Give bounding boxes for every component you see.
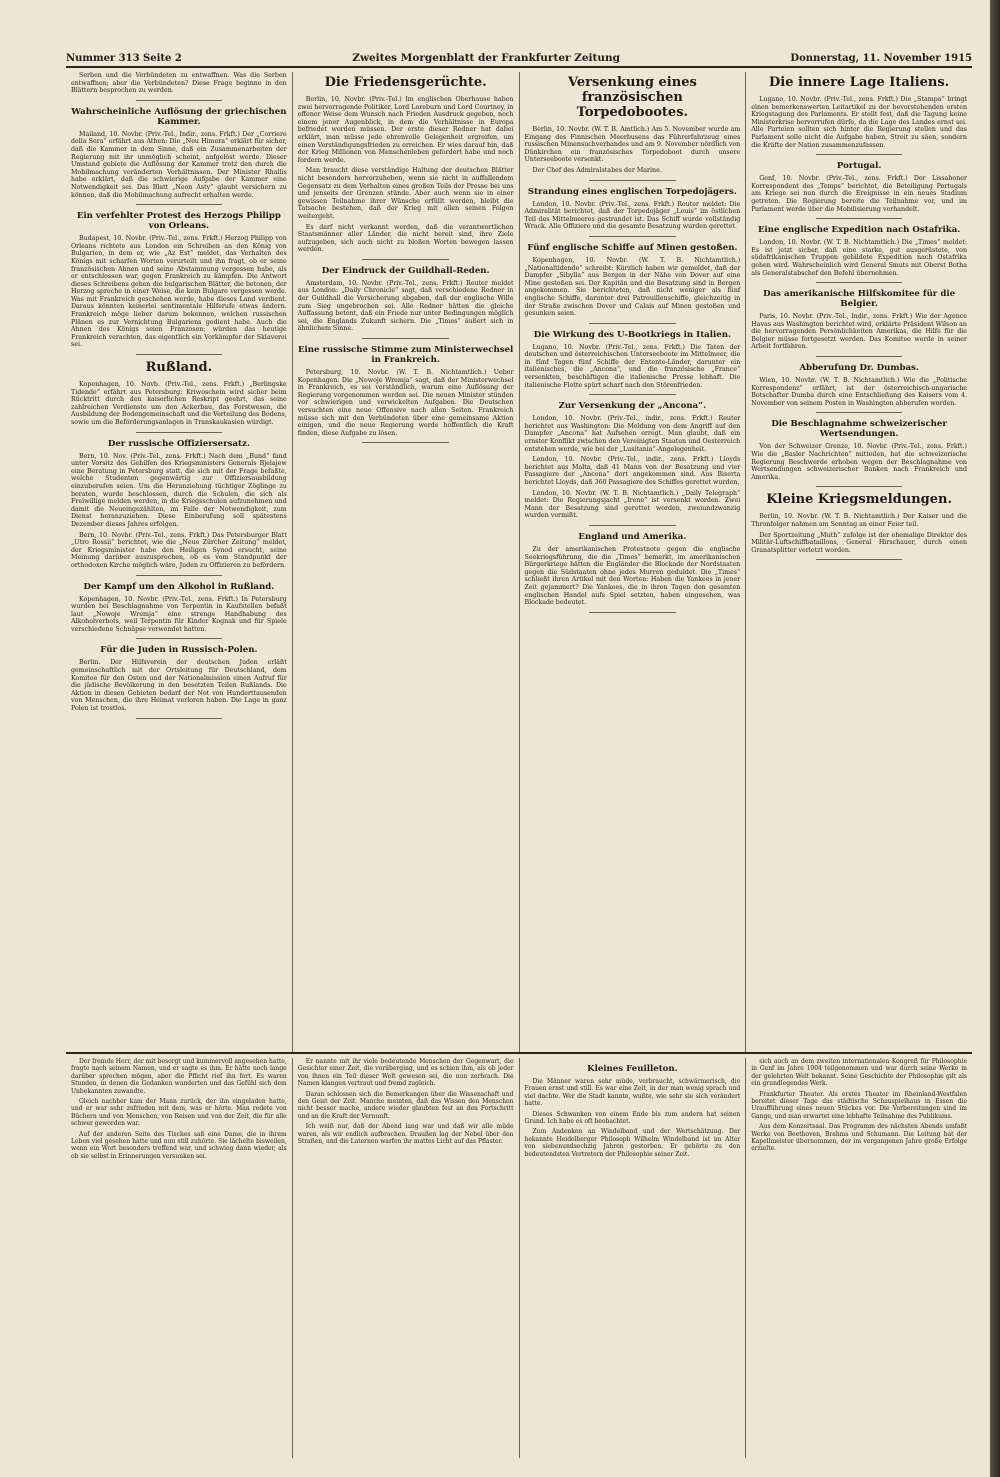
article-headline: Die innere Lage Italiens. [769,75,950,90]
article-headline: Eine russische Stimme zum Ministerwechsel in Frankreich. [297,345,514,366]
news-column [520,72,747,1052]
article-paragraph: Wien, 10. Novbr. (W. T. B. Nichtamtlich.) Wie die „Politische Korrespondenz“ erfährt, ist der österreichisch-ungarische Botschafter Dumba durch eine Entschließung des Kaisers vom 4. November von seinem Posten in Washington abberufen worden. [751,377,967,407]
article-paragraph: Lugano, 10. Novbr. (Priv.-Tel., zens. Frkft.) Die Taten der deutschen und österreichischen Unterseeboote im Mittelmeer, die in fünf Tagen fünf Schiffe der Entente-Länder, darunter ein italienisches, die „Ancona“, und die französische „France“ versenkten, beschäftigen die italienische Presse lebhaft. Die italienische Flotte spürt scharf nach den Störenfrieden. [524,343,741,389]
article-paragraph: Mailand, 10. Novbr. (Priv.-Tel., Indir., zens. Frkft.) Der „Corriere della Sera“ erfährt aus Athen: Die „Neu Himera“ erklärt für sicher, daß die Kammer in dem Sinne, daß ein Zusammenarbeiten der Regierung mit ihr unmöglich scheint, aufgelöst werde. Dieser Umstand gebiete die Auflösung der Kammer trotz den durch die Mobilmachung veränderten Verhältnissen. Der Minister Rhallis habe erklärt, daß die schwierige Aufgabe der Kammer eine Notwendigkeit sei. Das Blatt „Neon Asty“ glaubt versichern zu können, daß die Mobilmachung aufrecht erhalten werde. [71,130,287,199]
article-headline: Für die Juden in Russisch-Polen. [100,645,258,656]
feuilleton-paragraph: Auf der anderen Seite des Tisches saß eine Dame, die in ihrem Leben viel gesehen hatte und nun still zuhörte. Sie lächelte bisweilen, wenn ein Wort besonders treffend war, und schwieg dann wieder, als ob sie selbst in Erinnerungen versunken sei. [71,1130,287,1160]
feuilleton-paragraph: Er nannte mit ihr viele bedeutende Menschen der Gegenwart, die Gesichter einer Zeit, die vorüberging, und es schien ihm, als ob jeder von ihnen ein Teil dieser Welt gewesen sei, die nun zerbrach. Die Namen klangen vertraut und fremd zugleich. [297,1058,514,1088]
article-separator [136,432,222,433]
article-headline: Die Beschlagnahme schweizerischer Wertsendungen. [771,419,947,440]
article-headline: Die Wirkung des U-Bootkriegs in Italien. [533,329,731,340]
article-paragraph: London, 10. Novbr. (Priv.-Tel., indir., zens. Frkft.) Lloyds berichtet aus Malta, daß 41 Mann von der Besatzung und vier Passagiere der „Ancona“ dort angekommen sind. Aus Biserta berichtet Lloyds, daß 360 Passagiere des Schiffes gerettet wurden. [524,456,741,486]
article-separator [816,218,902,219]
newspaper-title: Zweites Morgenblatt der Frankfurter Zeitung [352,52,620,64]
article-headline: Strandung eines englischen Torpedojägers. [527,186,737,197]
feuilleton-column [746,1058,972,1458]
article-paragraph: Zu der amerikanischen Protestnote gegen die englische Seekriegsführung, die die „Times“ bemerkt, im amerikanischen Bürgerkriege hätten die Engländer die Blockade der Nordstaaten gegen die Südstaaten ohne jedes Murren geduldet. Die „Times“ schließt ihren Artikel mit den Worten: Haben die Yankees in jener Zeit gejammert? Die Yankees, die in ihren Tagen den gesamten englischen Handel aufs Spiel setzten, haben eingesehen, was Blockade bedeutet. [524,545,741,607]
article-separator [589,525,675,526]
article-headline: Der russische Offiziersersatz. [107,438,250,449]
article-headline: Das amerikanische Hilfskomitee für die Belgier. [763,289,956,310]
article-paragraph: Kopenhagen, 10. Novbr. (Priv.-Tel., zens. Frkft.) In Petersburg wurden bei Beschlagnahme von Terpentin in Kaufstellen befaßt laut „Nowoje Wremja“ eine strenge Handhabung des Alkoholverbots, weil Terpentin für Kinder Kognak und für Spiele verschiedene Schnäpse verwendet hatten. [71,595,287,633]
article-paragraph: Berlin. Der Hilfsverein der deutschen Juden erläßt gemeinschaftlich mit der Ortsleitung für Deutschland, dem Komitee für den Osten und der Nationalmission einen Aufruf für die jüdische Bevölkerung in den besetzten Teilen Rußlands. Die Aktion in diesen Gebieten bedarf der Not von Hunderttausenden von Menschen, die ihre Heimat verloren haben. Die Lage in ganz Polen ist trostlos. [71,659,287,713]
article-paragraph: Serben und die Verbündeten zu entwaffnen. Was die Serben entwaffnen; aber die Verbündeten? Diese Frage beginne in den Blättern besprochen zu werden. [71,72,287,95]
article-headline: Versenkung eines französischen Torpedobootes. [567,75,697,120]
article-paragraph: Von der Schweizer Grenze, 10. Novbr. (Priv.-Tel., zens. Frkft.) Wie die „Basler Nachrichten“ mitteilen, hat die schweizerische Regierung Beschwerde erhoben wegen der Beschlagnahme von Wertsendungen schweizerischer Banken nach Frankreich und Amerika. [751,443,967,481]
article-paragraph: Berlin, 10. Novbr. (Priv.-Tel.) Im englischen Oberhause haben zwei hervorragende Politiker, Lord Loreburn und Lord Courtney, in offener Weise dem Wunsch nach Frieden Ausdruck gegeben, noch einem jener Augenblick, in dem die Verhältnisse in Europa befriedet werden müssen. Der erste dieser Redner hat dabei erklärt, man müsse jede ehrenvolle Gelegenheit ergreifen, um einen Verständigungsfrieden zu erreichen. Er wies darauf hin, daß der Krieg Millionen von Menschenleben gefordert habe und noch fordern werde. [297,96,514,164]
article-paragraph: London, 10. Novbr. (Priv.-Tel., zens. Frkft.) Reuter meldet: Die Admiralität berichtet, daß der Torpedojäger „Louis“ im östlichen Teil des Mittelmeeres gestrandet ist. Das Schiff wurde vollständig Wrack. Alle Offiziere und die gesamte Besatzung wurden gerettet. [524,200,741,231]
article-paragraph: Genf, 10. Novbr. (Priv.-Tel., zens. Frkft.) Der Lissaboner Korrespondent des „Temps“ berichtet, die Beteiligung Portugals am Kriege sei nun durch die Ereignisse in ein neues Stadium getreten. Die Regierung bereite die Teilnahme vor, und im Parlament werde über die Mobilisierung verhandelt. [751,175,967,213]
article-separator [816,154,902,155]
article-separator [589,180,675,181]
article-paragraph: Bern, 10. Nov. (Priv.-Tel., zens. Frkft.) Nach dem „Bund“ fand unter Vorsitz des Gehilfen des Kriegsministers Generals Bjelajew eine Beratung in Petersburg statt, die sich mit der Frage befaßte, welche Studenten gegenwärtig zur Offiziersausbildung einzuberufen seien. Um die Heranziehung tüchtiger Zöglinge zu beraten, wurde beschlossen, durch die Schulen, die sich als Freiwillige melden werden, in die Kriegsschulen aufzunehmen und damit die Neueingezählten, im Falle der Notwendigkeit, zum Dienst heranzuziehen. Diese Einberufung soll spätestens Dezember dieses Jahres erfolgen. [71,452,287,528]
issue-date: Donnerstag, 11. November 1915 [790,53,972,64]
article-headline: Der Eindruck der Guildhall-Reden. [321,265,490,276]
article-paragraph: Budapest, 10. Novbr. (Priv.-Tel., zens. Frkft.) Herzog Philipp von Orleans richtete aus London ein Schreiben an den König von Bulgarien, in dem er, wie „Az Est“ meldet, das Verhalten des Königs mit scharfen Worten verurteilt und ihn fragt, ob er seine französischen Ahnen und seine Abstammung vergessen habe, als er entschlossen war, gegen Frankreich zu kämpfen. Die Antwort dieses Schreibens gehen die bulgarischen Blätter, die betonen, der Herzog spreche in einer Weise, die kein Bulgare vergessen werde. Was mit Frankreich geschehen werde, habe dieses Land verdient. Daraus könnten keinerlei sentimentale Hilferufe etwas ändern. Frankreich möge lieber darum bekennen, welchen russischen Plänen es zur Vernichtung Bulgariens gedient habe. Auch die Ahnen des Königs seien Franzosen; würden das heutige Frankreich verachten, das eigentlich ein Vorkämpfer der Sklaverei sei. [71,235,287,349]
article-headline: Ein verfehlter Protest des Herzogs Philipp von Orleans. [76,211,281,232]
article-headline: Abberufung Dr. Dumbas. [799,363,919,374]
feuilleton-divider [66,1052,972,1054]
article-paragraph: Lugano, 10. Novbr. (Priv.-Tel., zens. Frkft.) Die „Stampa“ bringt einen bemerkenswerten Leitartikel zu der bevorstehenden ersten Kriegstagung des Parlaments. Er stellt fest, daß die Tagung keine Ministerkrise hervorrufen dürfe, da die Lage des Landes ernst sei. Alle Parteien sollten sich hinter die Regierung stellen und das Parlament solle nicht die Aufgabe haben, Streit zu säen, sondern die Kräfte der Nation zusammenzufassen. [751,96,967,149]
article-headline: Kleine Kriegsmeldungen. [766,492,952,508]
article-separator [362,259,448,260]
feuilleton-paragraph: Frankfurter Theater. Als erstes Theater im Rheinland-Westfalen bereitet dieser Tage das städtische Schauspielhaus in Essen die Uraufführung eines neuen Stückes vor. Die Vorbereitungen sind im Gange, und man erwartet eine lebhafte Teilnahme des Publikums. [751,1090,967,1120]
feuilleton-paragraph: sich auch an dem zweiten internationalen Kongreß für Philosophie in Genf im Jahre 1904 teilgenommen und war durch seine Werke in der gelehrten Welt bekannt. Seine Geschichte der Philosophie gilt als ein grundlegendes Werk. [751,1058,967,1088]
article-headline: Wahrscheinliche Auflösung der griechischen Kammer. [71,106,287,127]
article-separator [816,282,902,283]
news-column [293,72,520,1052]
article-separator [589,612,675,613]
article-separator [589,236,675,237]
feuilleton-paragraph: Daran schlossen sich die Bemerkungen über die Wissenschaft und den Geist der Zeit. Manche meinten, daß das Wissen den Menschen nicht besser mache, andere wieder glaubten fest an den Fortschritt und an die Kraft der Vernunft. [297,1090,514,1120]
article-paragraph: Der Sportzeitung „Muth“ zufolge ist der ehemalige Direktor des Militär-Luftschiffbataillons, General Hirschauer, durch einen Granatsplitter verletzt worden. [751,531,967,554]
news-columns [66,72,972,1052]
article-paragraph: Paris, 10. Novbr. (Priv.-Tel., Indir., zens. Frkft.) Wie der Agence Havas aus Washington berichtet wird, erklärte Präsident Wilson an die hervorragenden Persönlichkeiten Amerikas, die Hilfe für die Belgier müsse fortgesetzt werden. Das Komitee werde in seiner Arbeit fortfahren. [751,313,967,351]
article-paragraph: Berlin, 10. Novbr. (W. T. B. Nichtamtlich.) Der Kaiser und die Thronfolger nahmen am Sonntag an einer Feier teil. [751,513,967,528]
article-headline: Zur Versenkung der „Ancona“. [558,401,707,412]
feuilleton-columns [66,1058,972,1458]
feuilleton-paragraph: Der fremde Herr, der mit besorgt und kummervoll angesehen hatte, fragte nach seinem Namen, und er sagte es ihm. Er hätte noch lange darüber sprechen mögen, aber die Pflicht rief ihn fort. Es waren Stunden, in denen die Gedanken wanderten und das Gefühl sich dem Unbekannten zuwandte. [71,1058,287,1095]
article-separator [136,718,222,719]
article-paragraph: London, 10. Novbr. (W. T. B. Nichtamtlich.) „Daily Telegraph“ meldet: Die Regierungsjacht „Irene“ ist versenkt worden. Zwei Mann der Besatzung sind gerettet worden, zweiundzwanzig wurden vermißt. [524,489,741,520]
news-column [746,72,972,1052]
article-separator [362,338,448,339]
article-separator [816,412,902,413]
article-separator [589,323,675,324]
article-separator [816,356,902,357]
feuilleton-headline: Kleines Feuilleton. [587,1064,678,1074]
article-paragraph: Kopenhagen, 10. Novbr. (W. T. B. Nichtamtlich.) „Nationaltidende“ schreibt: Kürzlich haben wir gemeldet, daß der Dampfer „Sibylla“ aus Bergen in der Nähe von Dover auf eine Mine gestoßen sei. Der Kapitän und die Besatzung sind in Bergen angekommen. Sie berichteten, daß nicht weniger als fünf englische Schiffe, darunter drei Patrouillenschiffe, gleichzeitig in der Straße zwischen Dover und Calais auf Minen gestoßen und gesunken seien. [524,256,741,318]
news-column [66,72,293,1052]
article-headline: Rußland. [145,360,213,376]
article-separator [136,638,222,639]
feuilleton-column [66,1058,293,1458]
article-separator [136,204,222,205]
article-paragraph: London, 10. Novbr. (Priv.-Tel., indir., zens. Frkft.) Reuter berichtet aus Washington: Die Meldung von dem Angriff auf den Dampfer „Ancona“ hat Aufsehen erregt. Man glaubt, daß ein ernster Konflikt zwischen den Vereinigten Staaten und Oesterreich entstehen werde, wie bei der „Lusitania“-Angelegenheit. [524,415,741,453]
feuilleton-paragraph: Die Männer waren sehr müde, verbraucht, schwärmerisch, die Frauen ernst und still. Es war eine Zeit, in der man wenig sprach und viel dachte. Wer die Stadt kannte, wußte, wie sehr sie sich verändert hatte. [524,1078,741,1108]
page-edge [990,0,1000,1477]
article-separator [816,559,902,560]
article-separator [362,442,448,443]
article-separator [816,486,902,487]
article-headline: Eine englische Expedition nach Ostafrika. [757,225,961,236]
article-paragraph: Bern, 10. Novbr. (Priv.-Tel., zens. Frkft.) Das Petersburger Blatt „Utro Rossii“ berichtet, wie die „Neue Zürcher Zeitung“ meldet, der Kriegsminister habe den Heiligen Synod ersucht, seine Meinung darüber auszusprechen, ob es vom Standpunkt der orthodoxen Kirche möglich wäre, Juden zu Offizieren zu befördern. [71,531,287,569]
feuilleton-paragraph: Gleich nachher kam der Mann zurück, der ihn eingeladen hatte, und er war sehr zufrieden mit dem, was er hörte. Man redete von Büchern und von Menschen, von Reisen und von der Zeit, die für alle schwer geworden war. [71,1098,287,1128]
article-paragraph: London, 10. Novbr. (W. T. B. Nichtamtlich.) Die „Times“ meldet: Es ist jetzt sicher, daß eine starke, gut ausgerüstete, von südafrikanischen Truppen gebildete Expedition nach Ostafrika gehen wird. Wahrscheinlich wird General Smuts mit Oberst Botha als Generalstabschef den Befehl übernehmen. [751,239,967,277]
article-paragraph: Kopenhagen, 10. Novb. (Priv.-Tel., zens. Frkft.) „Berlingske Tidende“ erfährt aus Petersburg: Kriwoschein wird sicher beim Rücktritt durch den kaiserlichen Reskript geehrt, das seine zahlreichen Verdienste um den Ackerbau, das Forstwesen, die Ausbildung der Bodengemeinschaft und die Verteilung des Bodens, sowie um die Beförderungsanlagen in Transkaukasien würdigt. [71,381,287,426]
article-headline: Fünf englische Schiffe auf Minen gestoßen. [527,242,738,253]
article-headline: Der Kampf um den Alkohol in Rußland. [83,581,275,592]
feuilleton-paragraph: Ich weiß nur, daß der Abend lang war und daß wir alle müde waren, als wir endlich aufbrachen. Draußen lag der Nebel über den Straßen, und die Laternen warfen ihr mattes Licht auf das Pflaster. [297,1123,514,1146]
feuilleton-column [293,1058,520,1458]
article-separator [136,354,222,355]
article-separator [136,100,222,101]
article-paragraph: Berlin, 10. Novbr. (W. T. B. Amtlich.) Am 5. November wurde am Eingang des Finnischen Meerbusens das Führerfahrzeug eines russischen Minensuchverbandes und am 9. November nördlich von Dünkirchen ein französisches Torpedoboot durch unsere Unterseeboote versenkt. [524,126,741,164]
article-paragraph: Es darf nicht verkannt werden, daß die verantwortlichen Staatsmänner aller Länder, die nicht bereit sind, ihre Ziele aufzugeben, sich auch nicht zu bloßen Worten bewegen lassen werden. [297,223,514,254]
article-paragraph: Man braucht diese verständige Haltung der deutschen Blätter nicht besonders hervorzuheben, wenn sie nicht in auffallendem Gegensatz zu dem Verhalten eines großen Teils der Presse bei uns und jenseits der Grenzen stünde. Aber auch wenn sie in einer gewissen Teilnahme ihrer Wünsche erfüllt werden, bleibt die Tatsache bestehen, daß der Krieg mit allen seinen Folgen weitergeht. [297,167,514,220]
article-separator [589,394,675,395]
article-headline: Die Friedensgerüchte. [324,75,487,90]
masthead [66,50,972,68]
article-paragraph: Amsterdam, 10. Novbr. (Priv.-Tel., zens. Frkft.) Reuter meldet aus London: „Daily Chronicle“ sagt, daß verschiedene Redner in der Guildhall die Versicherung abgaben, daß der englische Wille zum Sieg ungebrochen sei. Alle Redner hätten die gleiche Auffassung betont, daß ein Friede nur unter Bedingungen möglich sei, die Englands Zukunft sichern. Die „Times“ äußert sich in ähnlichem Sinne. [297,279,514,333]
article-headline: Portugal. [836,161,882,172]
article-paragraph: Der Chef des Admiralstabes der Marine. [532,166,662,174]
issue-number: Nummer 313 Seite 2 [66,53,182,64]
article-headline: England und Amerika. [578,531,687,542]
feuilleton-column [520,1058,747,1458]
feuilleton-paragraph: Dieses Schwanken von einem Ende bis zum andern hat seinen Grund. Ich habe es oft beobachtet. [524,1110,741,1126]
feuilleton-paragraph: Zum Andenken an Windelband und der Wertschätzung. Der bekannte Heidelberger Philosoph Wilhelm Windelband ist im Alter von siebenundsechzig Jahren gestorben. Er gehörte zu den bedeutendsten Vertretern der Philosophie seiner Zeit. [524,1128,741,1158]
article-paragraph: Petersburg, 10. Novbr. (W. T. B. Nichtamtlich.) Ueber Kopenhagen. Die „Nowoje Wremja“ sagt, daß der Ministerwechsel in Frankreich, es sei verständlich, warum eine Auflösung der Regierung vorgenommen werden sei. Die neuen Minister stünden vor schwierigen und verwickelten Aufgaben. Die Deutschen versuchten eine neue Offensive nach allen Seiten. Frankreich müsse sich mit den Verbündeten über eine gemeinsame Aktion einigen, und die neue Regierung werde hoffentlich die Kraft finden, diese Aufgabe zu lösen. [297,369,514,437]
article-separator [136,575,222,576]
feuilleton-paragraph: Aus dem Konzertsaal. Das Programm des nächsten Abends umfaßt Werke von Beethoven, Brahms und Schumann. Die Leitung hat der Kapellmeister übernommen, der im vergangenen Jahre große Erfolge erzielte. [751,1123,967,1153]
